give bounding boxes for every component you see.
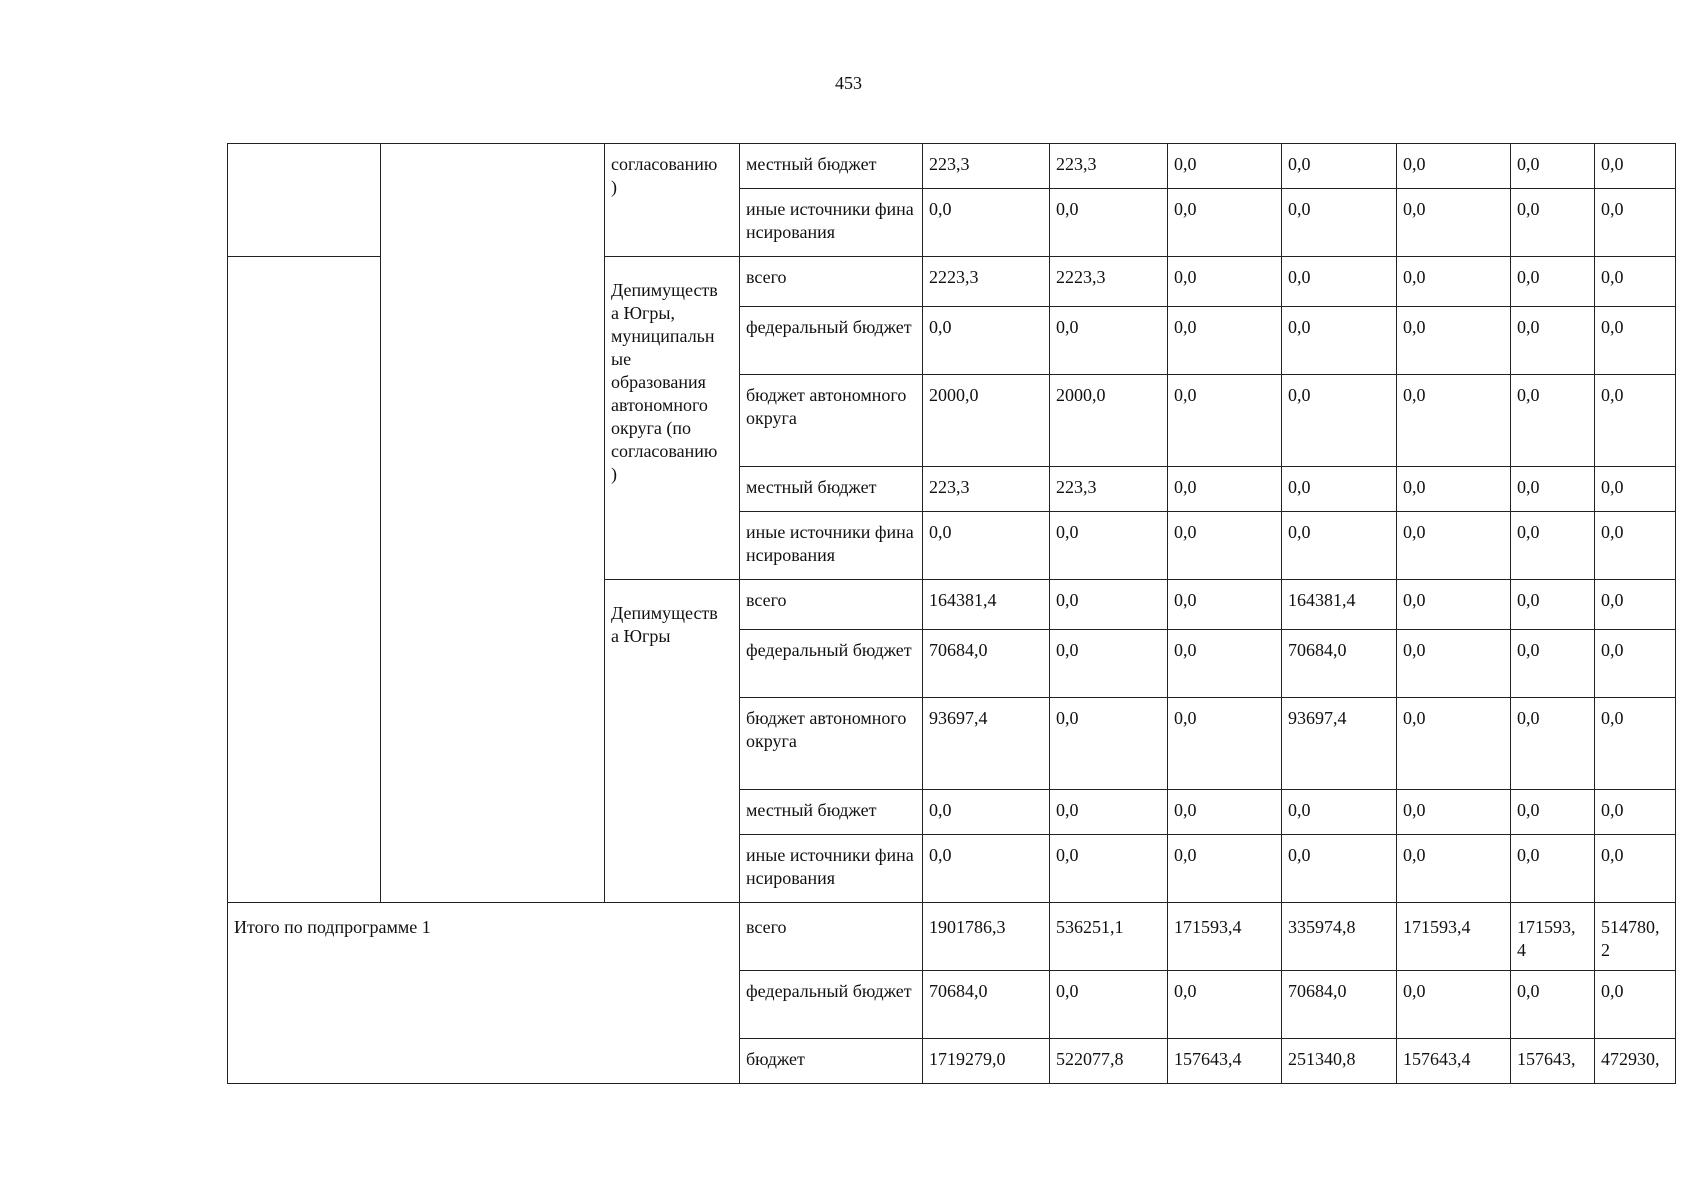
value-cell: 1901786,3 [923,903,1050,971]
executor-text: Депимуществ а Югры [611,603,718,646]
value-cell: 0,0 [1050,512,1168,580]
value-cell: 0,0 [923,790,1050,835]
source-cell [740,971,923,1039]
value-cell: 0,0 [1511,189,1595,257]
source-cell [740,698,923,790]
blank-cell [381,144,605,903]
value-cell: 0,0 [1397,698,1511,790]
value-cell: 0,0 [1397,790,1511,835]
value-cell: 0,0 [1511,580,1595,630]
value-cell: 0,0 [1595,835,1676,903]
value-cell: 0,0 [1282,189,1397,257]
value-cell: 0,0 [1282,835,1397,903]
value-cell: 0,0 [1511,971,1595,1039]
value-cell: 0,0 [923,512,1050,580]
value-cell: 0,0 [1050,790,1168,835]
value-cell: 70684,0 [1282,971,1397,1039]
value-cell: 0,0 [1168,971,1282,1039]
value-cell: 0,0 [1168,790,1282,835]
blank-cell [228,257,381,903]
executor-text: Депимуществ а Югры, муниципальн ые образования автономного округа (по согласованию ) [611,280,718,484]
value-cell: 70684,0 [923,971,1050,1039]
value-cell: 0,0 [1397,307,1511,375]
source-cell [740,257,923,307]
value-cell: 0,0 [923,189,1050,257]
value-cell: 0,0 [1050,189,1168,257]
value-cell: 1719279,0 [923,1039,1050,1084]
source-cell [740,580,923,630]
value-cell: 0,0 [1397,512,1511,580]
total-label-cell [228,903,740,1084]
value-cell: 0,0 [1595,307,1676,375]
source-text: бюджет автономного округа [746,708,907,751]
value-cell: 0,0 [1168,835,1282,903]
value-cell: 0,0 [1397,971,1511,1039]
value-cell: 0,0 [1511,790,1595,835]
value-cell: 0,0 [923,307,1050,375]
value-cell: 0,0 [1397,467,1511,512]
value-cell: 0,0 [1511,835,1595,903]
value-cell: 0,0 [1397,189,1511,257]
value-cell: 0,0 [1168,257,1282,307]
value-cell: 522077,8 [1050,1039,1168,1084]
value-cell: 0,0 [1168,580,1282,630]
value-cell: 171593, 4 [1511,903,1595,971]
value-cell: 157643,4 [1168,1039,1282,1084]
page-number: 453 [835,73,862,93]
value-cell: 0,0 [1282,307,1397,375]
source-cell [740,189,923,257]
value-cell: 164381,4 [923,580,1050,630]
value-cell: 0,0 [1511,630,1595,698]
value-cell: 0,0 [1511,144,1595,189]
value-cell: 70684,0 [923,630,1050,698]
value-cell: 223,3 [923,467,1050,512]
value-cell: 0,0 [1050,971,1168,1039]
value-cell: 0,0 [1168,467,1282,512]
source-text: федеральный бюджет [746,640,912,660]
source-cell [740,630,923,698]
value-cell: 93697,4 [1282,698,1397,790]
source-text: местный бюджет [746,154,877,174]
value-cell: 0,0 [1168,189,1282,257]
source-text: иные источники финансирования [746,522,914,565]
source-cell [740,835,923,903]
value-cell: 0,0 [1168,512,1282,580]
value-cell: 0,0 [1282,144,1397,189]
source-text: бюджет [746,1049,805,1069]
value-cell: 0,0 [1050,307,1168,375]
value-cell: 0,0 [1397,257,1511,307]
value-cell: 223,3 [923,144,1050,189]
value-cell: 0,0 [1595,375,1676,467]
value-cell: 0,0 [1282,257,1397,307]
value-cell: 70684,0 [1282,630,1397,698]
source-text: местный бюджет [746,477,877,497]
source-text: федеральный бюджет [746,981,912,1001]
value-cell: 2000,0 [1050,375,1168,467]
source-cell [740,903,923,971]
value-cell: 0,0 [1511,512,1595,580]
source-text: федеральный бюджет [746,317,912,337]
source-cell [740,790,923,835]
value-cell: 0,0 [1511,698,1595,790]
value-cell: 0,0 [1397,835,1511,903]
value-cell: 0,0 [1282,790,1397,835]
value-cell: 0,0 [1595,512,1676,580]
value-cell: 2223,3 [923,257,1050,307]
value-cell: 0,0 [1595,630,1676,698]
source-cell [740,307,923,375]
value-cell: 0,0 [1282,512,1397,580]
value-cell: 0,0 [1511,257,1595,307]
value-cell: 251340,8 [1282,1039,1397,1084]
value-cell: 2000,0 [923,375,1050,467]
value-cell: 171593,4 [1168,903,1282,971]
source-text: всего [746,917,787,937]
value-cell: 0,0 [1595,790,1676,835]
value-cell: 0,0 [1595,257,1676,307]
source-cell [740,1039,923,1084]
value-cell: 0,0 [1595,467,1676,512]
value-cell: 0,0 [1050,580,1168,630]
value-cell: 0,0 [1595,144,1676,189]
value-cell: 0,0 [1595,698,1676,790]
value-cell: 0,0 [1511,307,1595,375]
value-cell: 157643, [1511,1039,1595,1084]
value-cell: 0,0 [1397,144,1511,189]
source-text: иные источники финансирования [746,199,914,242]
value-cell: 0,0 [1595,580,1676,630]
value-cell: 0,0 [1397,375,1511,467]
value-cell: 223,3 [1050,467,1168,512]
value-cell: 536251,1 [1050,903,1168,971]
value-cell: 0,0 [1282,375,1397,467]
value-cell: 0,0 [1050,835,1168,903]
value-cell: 0,0 [1511,467,1595,512]
value-cell: 0,0 [1168,630,1282,698]
value-cell: 0,0 [1397,580,1511,630]
blank-cell [228,144,381,257]
source-cell [740,512,923,580]
value-cell: 0,0 [1168,307,1282,375]
source-text: всего [746,267,787,287]
value-cell: 0,0 [923,835,1050,903]
value-cell: 157643,4 [1397,1039,1511,1084]
value-cell: 0,0 [1050,630,1168,698]
source-text: местный бюджет [746,800,877,820]
value-cell: 0,0 [1168,698,1282,790]
value-cell: 514780, 2 [1595,903,1676,971]
value-cell: 0,0 [1168,375,1282,467]
value-cell: 171593,4 [1397,903,1511,971]
source-cell [740,467,923,512]
executor-text: согласованию ) [611,154,718,197]
source-text: иные источники финансирования [746,845,914,888]
value-cell: 335974,8 [1282,903,1397,971]
source-text: всего [746,590,787,610]
executor-cell [605,580,740,903]
value-cell: 164381,4 [1282,580,1397,630]
value-cell: 223,3 [1050,144,1168,189]
value-cell: 0,0 [1595,971,1676,1039]
source-cell [740,375,923,467]
value-cell: 0,0 [1168,144,1282,189]
executor-cell [605,257,740,580]
source-cell [740,144,923,189]
value-cell: 93697,4 [923,698,1050,790]
value-cell: 0,0 [1050,698,1168,790]
value-cell: 0,0 [1397,630,1511,698]
value-cell: 472930, [1595,1039,1676,1084]
value-cell: 0,0 [1511,375,1595,467]
total-label: Итого по подпрограмме 1 [234,917,431,937]
source-text: бюджет автономного округа [746,385,907,428]
executor-cell [605,144,740,257]
value-cell: 0,0 [1595,189,1676,257]
value-cell: 2223,3 [1050,257,1168,307]
value-cell: 0,0 [1282,467,1397,512]
financing-table [227,143,1676,1084]
